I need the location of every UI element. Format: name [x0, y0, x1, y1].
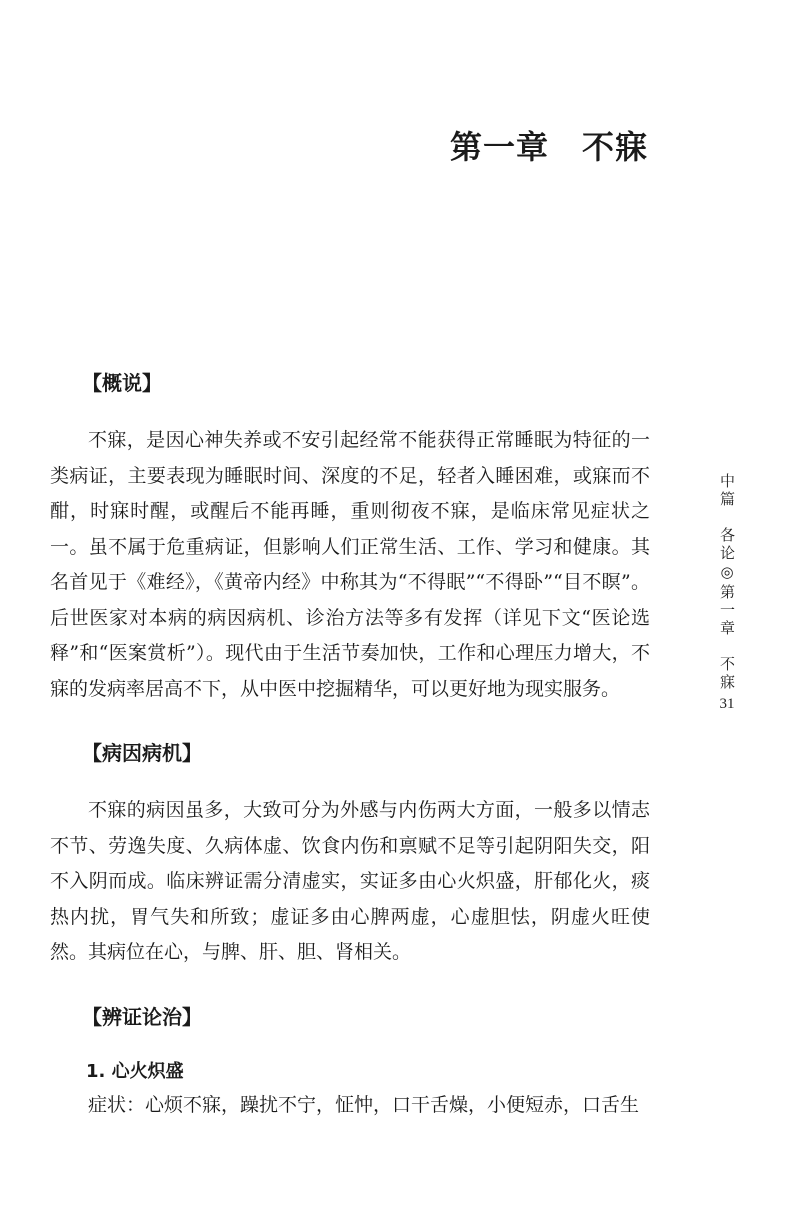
etiology-paragraph: 不寐的病因虽多，大致可分为外感与内伤两大方面，一般多以情志不节、劳逸失度、久病体虚、饮食内伤和禀赋不足等引起阴阳失交，阳不入阴而成。临床辨证需分清虚实，实证多由心火炽盛，肝郁化火，痰热内扰，胃气失和所致；虚证多由心脾两虚，心虚胆怯，阴虚火旺使然。其病位在心，与脾、肝、胆、肾相关。 [50, 799, 650, 963]
overview-paragraph: 不寐，是因心神失养或不安引起经常不能获得正常睡眠为特征的一类病证，主要表现为睡眠时间、深度的不足，轻者入睡困难，或寐而不酣，时寐时醒，或醒后不能再睡，重则彻夜不寐，是临床常见症状之一。虽不属于危重病证，但影响人们正常生活、工作、学习和健康。其名首见于《难经》，《黄帝内经》中称其为“不得眠”“不得卧”“目不瞑”。后世医家对本病的病因病机、诊治方法等多有发挥（详见下文“医论选释”和“医案赏析”）。现代由于生活节奏加快，工作和心理压力增大，不寐的发病率居高不下，从中医中挖掘精华，可以更好地为现实服务。 [50, 429, 650, 700]
symptom-line: 症状：心烦不寐，躁扰不宁，怔忡，口干舌燥，小便短赤，口舌生 [88, 1093, 640, 1116]
section-heading-etiology: 【病因病机】 [82, 741, 202, 765]
main-content [50, 365, 650, 1123]
subheading-heart-fire: 1. 心火炽盛 [86, 1060, 184, 1082]
section-heading-overview: 【概说】 [82, 371, 162, 395]
running-head: 中篇 各论◎第一章 不寐 [718, 473, 736, 692]
chapter-title: 第一章 不寐 [449, 128, 648, 166]
section-heading-diagnosis: 【辨证论治】 [82, 1004, 202, 1029]
page-number: 31 [719, 696, 735, 712]
